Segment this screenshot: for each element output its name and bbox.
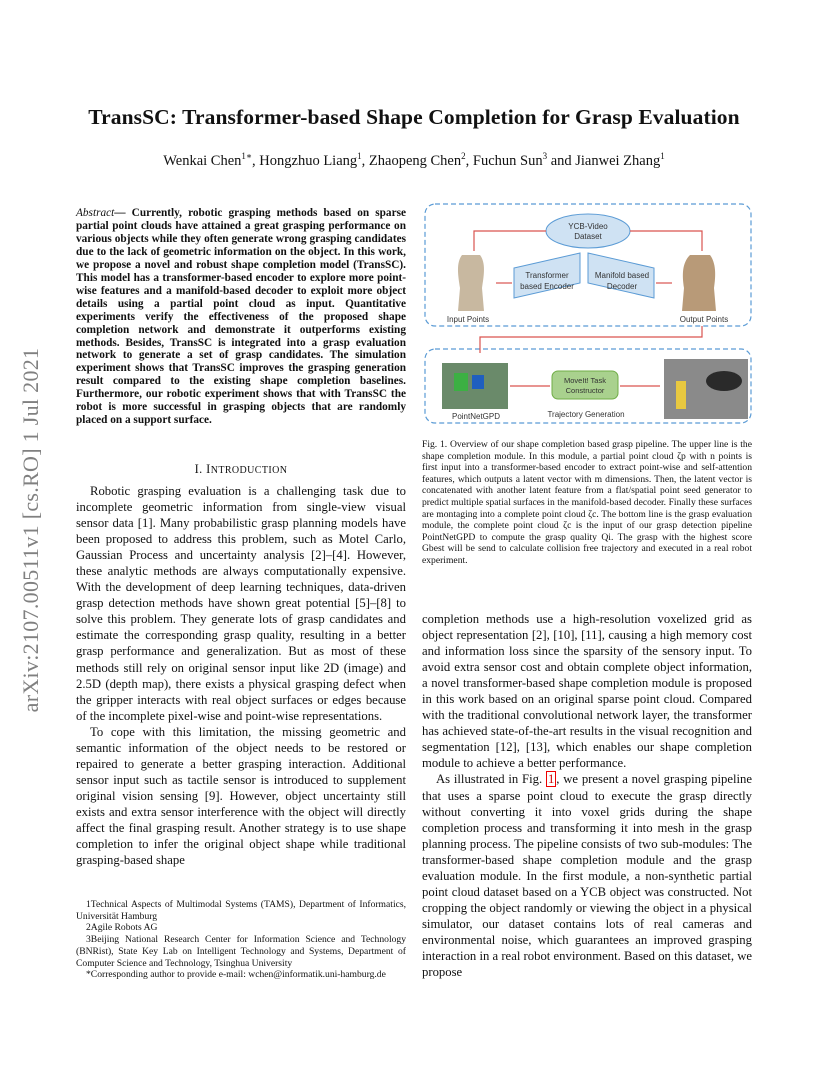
abstract-label: Abstract: [76, 207, 115, 219]
abstract-text: — Currently, robotic grasping methods based on sparse partial point clouds have attained a great grasping performance on various objects while they often generate wrong grasping candidates due to the lack of geometric information on the object. In this work, we propose a novel and robust shape completion model (TransSC). This model has a transformer-based encoder to explore more point-wise features and a manifold-based decoder to exploit more object details using a partial point cloud as input. Quantitative experiments verify the effectiveness of the proposed shape completion network and demonstrate it outperforms existing methods. Besides, TransSC is integrated into a grasp evaluation network to generate a set of grasp candidates. The simulation experiment shows that TransSC improves the grasping generation result compared to the existing shape completion baselines. Furthermore, our robotic experiment shows that with TransSC the robot is more successful in grasping objects that are randomly placed on a support surface.: [76, 207, 406, 427]
svg-text:Decoder: Decoder: [606, 282, 638, 291]
output-points-label: Output Points: [679, 315, 729, 324]
svg-text:based Encoder: based Encoder: [520, 282, 574, 291]
footnote-1: 1Technical Aspects of Multimodal Systems (TAMS), Department of Informatics, Universität Hamburg: [76, 899, 406, 922]
footnote-2: 2Agile Robots AG: [86, 922, 158, 934]
moveit-label: MoveIt! Task: [564, 376, 606, 385]
footnote-4: *Corresponding author to provide e-mail: wchen@informatik.uni-hamburg.de: [86, 969, 386, 981]
right-column: [422, 611, 752, 980]
svg-text:Constructor: Constructor: [565, 386, 605, 395]
section-heading: I. INTRODUCTION: [194, 462, 288, 476]
arxiv-stamp: arXiv:2107.00511v1 [cs.RO] 1 Jul 2021: [18, 347, 43, 713]
paper-title: TransSC: Transformer-based Shape Completion for Grasp Evaluation: [88, 105, 740, 129]
abstract: [76, 207, 406, 427]
intro-paragraph-2: To cope with this limitation, the missing geometric and semantic information of the object needs to be restored or repaired to generate a better grasping interaction. Additional sensor input such as tactile sensor is introduced to supplement original vision sensing [9]. However, object uncertainty still exists and extra sensor interference with the object will directly affect the final grasping result. Another strategy is to use shape completion to infer the original object shape while traditional grasping-based shape: [76, 724, 406, 868]
footnotes: [76, 899, 406, 981]
author-list: Wenkai Chen$^{1∗}$, Hongzhuo Liang$^1$, Zhaopeng Chen$^2$, Fuchun Sun$^3$ and Jianwei Zhang$^1$: [163, 151, 665, 169]
svg-text:Dataset: Dataset: [574, 232, 602, 241]
input-points-label: Input Points: [446, 315, 490, 324]
figure-caption: Fig. 1. Overview of our shape completion based grasp pipeline. The upper line is the shape completion module. In this module, a partial point cloud ζp with n points is first input into a transformer-based encoder to extract point-wise and self-attention features, which outputs a latent vector with m dimensions. Then, the latent vector is concatenated with another latent feature from a flat/spatial point seed generator to predict multiple spatial surfaces in the manifold-based decoder. Finally these surfaces are montaging into a complete point cloud ζc. The bottom line is the grasp evaluation module, the complete point cloud ζc is the input of our grasp detection pipeline PointNetGPD to compute the grasp quality Qi. The grasp with the highest score Gbest will be send to calculate collision free trajectory and executed in a real robot experiment.: [422, 439, 752, 566]
figure-reference-link[interactable]: 1: [547, 772, 555, 787]
dataset-node: [546, 214, 630, 248]
dataset-label: YCB-Video: [568, 222, 608, 231]
input-point-cloud: [458, 255, 484, 311]
pointnetgpd-label: PointNetGPD: [451, 412, 501, 421]
right-paragraph-1: completion methods use a high-resolution voxelized grid as object representation [2], [10], [11], causing a high memory cost and information loss since the sparsity of the sensory input. To avoid extra sensor cost and obtain complete object information, a novel transformer-based shape completion module is proposed in this work based on an original sparse point cloud. Compared with the traditional convolutional network layer, the transformer has achieved state-of-the-art results in the visual recognition and segmentation [12], [13], which enables our shape completion module to achieve a better performance.: [422, 612, 752, 771]
right-paragraph-2: As illustrated in Fig. 1 , we present a novel grasping pipeline that uses a sparse point cloud to execute the grasp directly without converting it into voxel grids during the shape completion process and transforming it into mesh in the grasp planning process. The pipeline consists of two sub-modules: The transformer-based shape completion module and the grasp evaluation module. In the first module, a non-synthetic partial point cloud dataset based on a YCB object was constructed. Not cropping the object randomly or viewing the object in a physical simulator, our dataset contains lots of real cameras and environmental noise, which guarantees an improved grasping interaction in a real robot environment. Based on this dataset, we propose: [422, 772, 752, 980]
output-point-cloud: [682, 255, 716, 311]
pipeline-figure: [424, 203, 752, 425]
footnote-3: 3Beijing National Research Center for Information Science and Technology (BNRist), State Key Lab on Intelligent Technology and Systems, Department of Computer Science and Technology, Tsinghua University: [76, 934, 406, 969]
decoder-label: Manifold based: [594, 271, 650, 280]
trajectory-label: Trajectory Generation: [547, 410, 625, 419]
encoder-label: Transformer: [525, 271, 569, 280]
left-column: [76, 483, 406, 868]
intro-paragraph-1: Robotic grasping evaluation is a challenging task due to incomplete geometric information from single-view visual sensor data [1]. Many probabilistic grasp planning models have been proposed to address this problem, such as Motel Carlo, Gaussian Process and uncertainty analysis [2]–[4]. However, these analytic methods are always computationally expensive. With the development of deep learning techniques, data-driven grasp detection methods have shown great potential [5]–[8] to solve this problem. They generate lots of grasp candidates and estimate the corresponding grasp quality, resulting in a better grasp performance and generalization. But as most of these methods still rely on original sensor input like 2D (image) and 2.5D (depth map), there exists a physical grasping defect when the gripper interacts with real object surfaces or edges because of the incomplete pixel-wise and point-wise representations.: [76, 484, 406, 723]
